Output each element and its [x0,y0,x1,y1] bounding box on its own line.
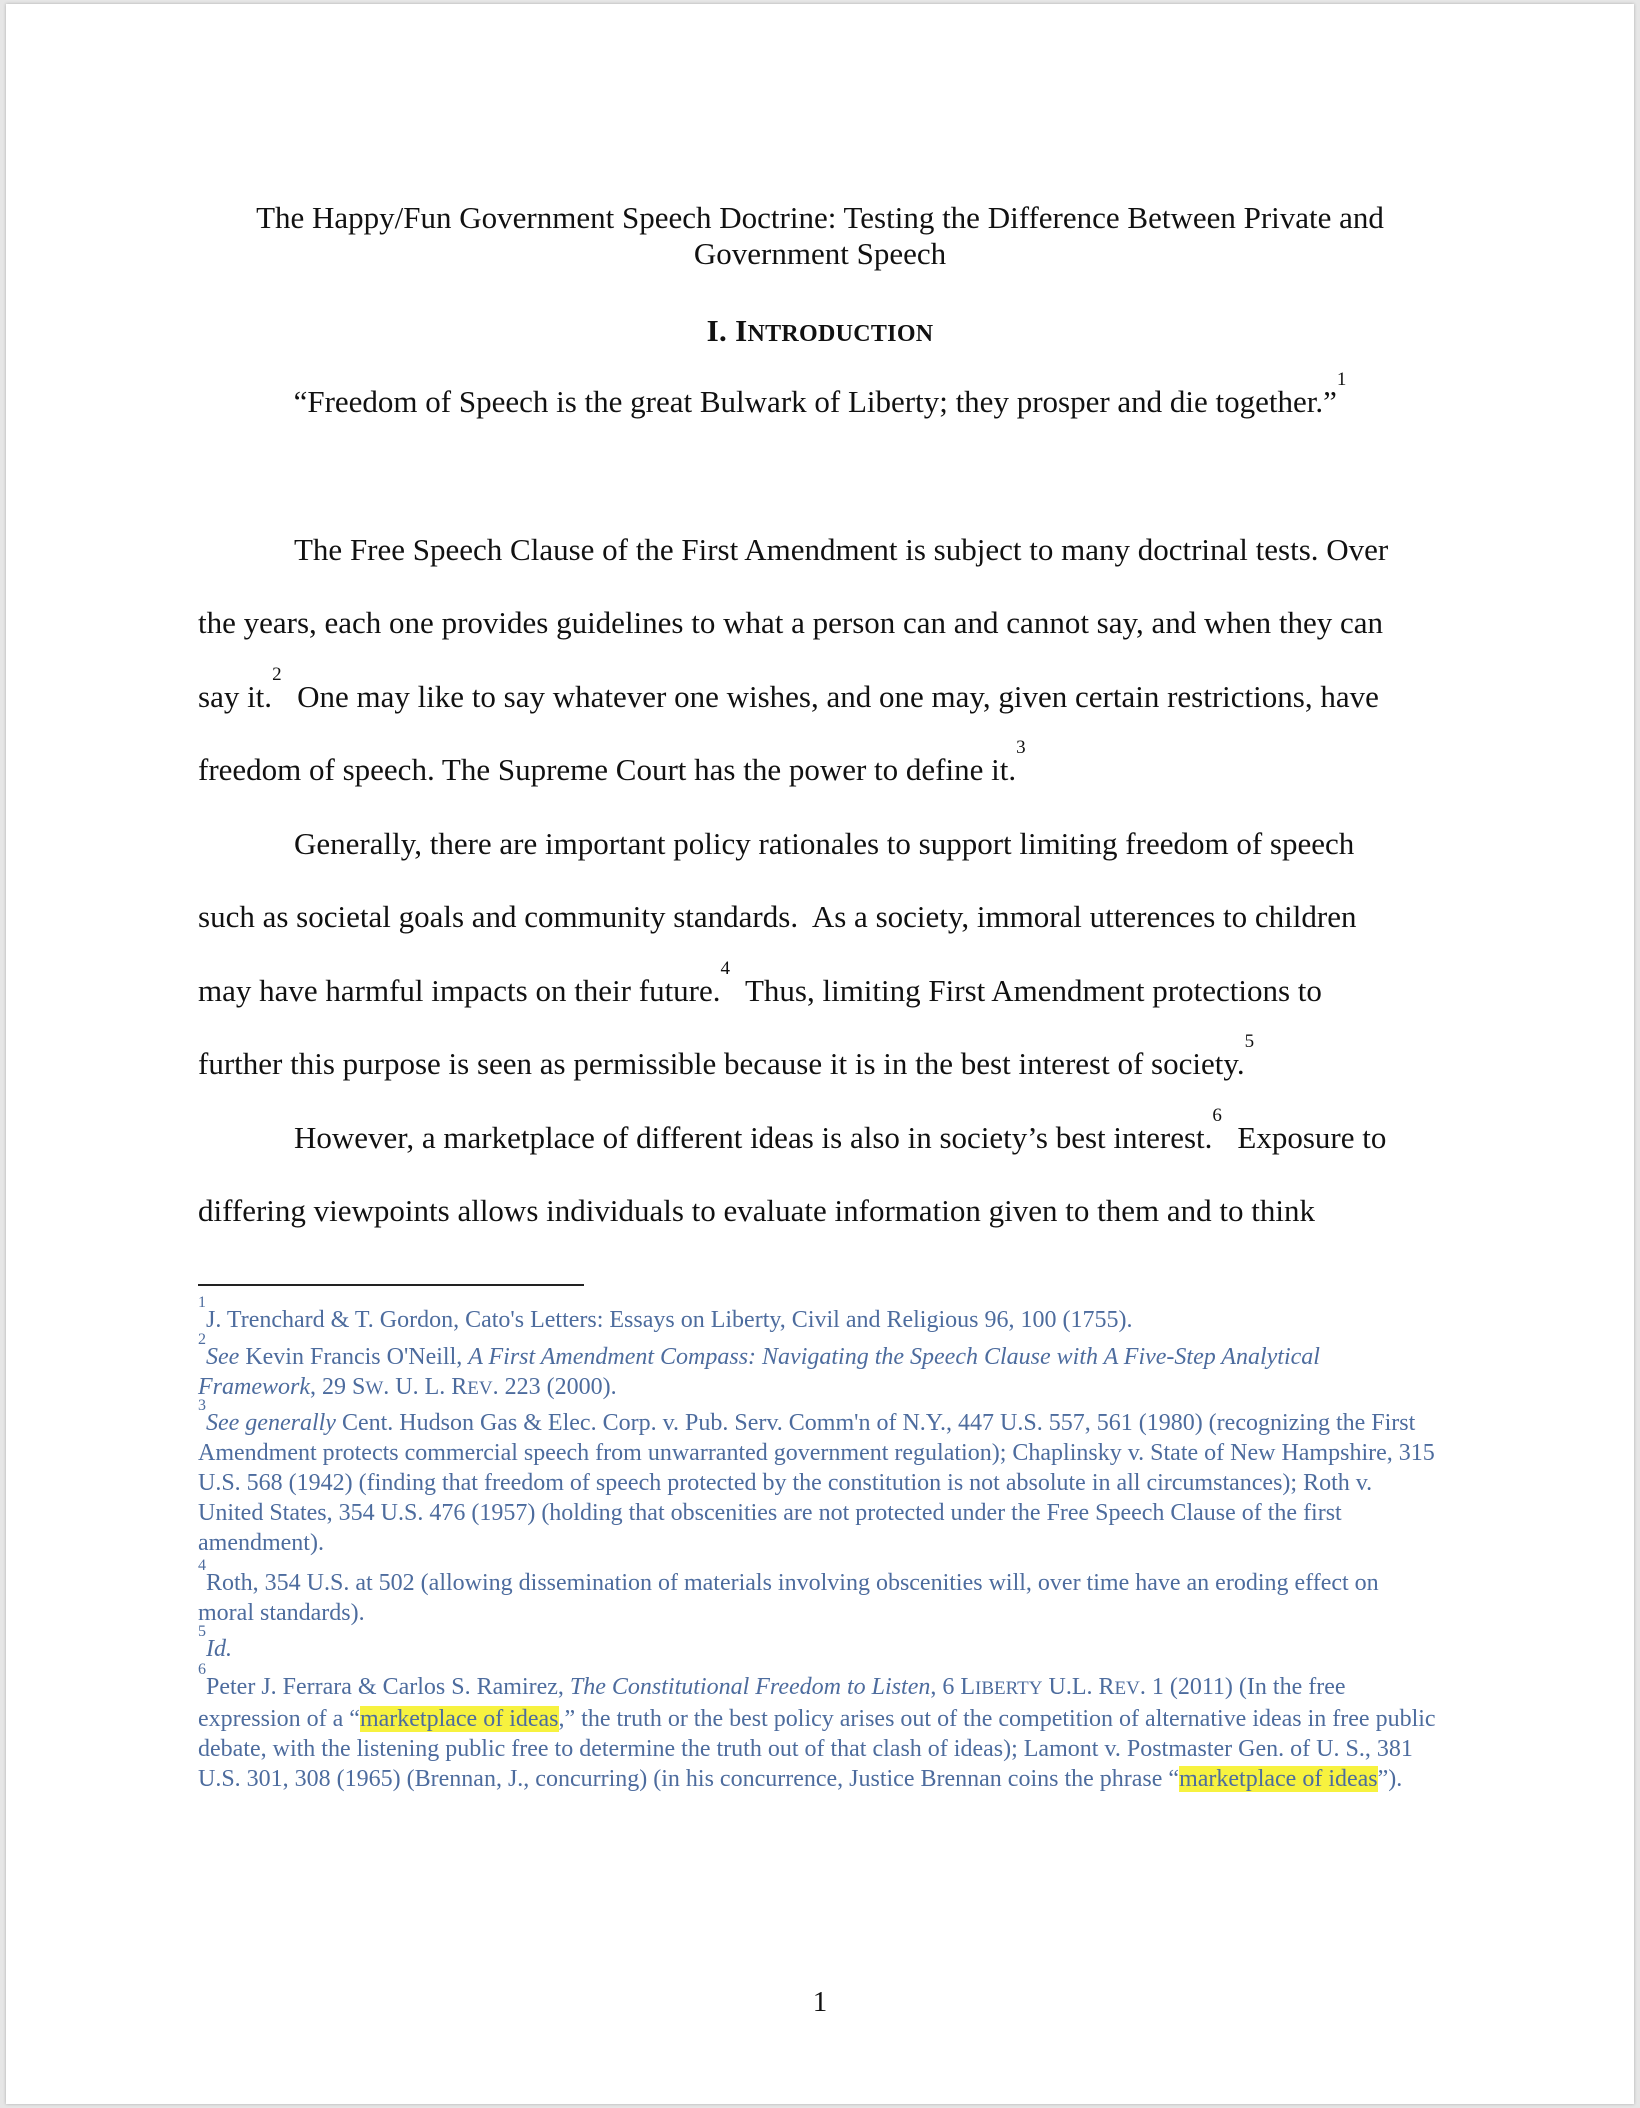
body-line-text: Exposure to [1221,1120,1387,1155]
footnote-signal: See [206,1344,240,1370]
footnote-6 [198,1661,1438,1794]
body-line [198,605,1383,641]
footnote-text: Id. [206,1636,232,1662]
footnote-number: 3 [198,1397,206,1414]
footnote-signal: See generally [206,1410,336,1436]
footnote-ref-2[interactable]: 2 [272,664,282,685]
body-line [294,532,1388,568]
footnote-ref-4[interactable]: 4 [720,958,731,979]
section-numeral: I. [706,313,727,348]
body-line-text: further this purpose is seen as permissible because it is in the best interest of society. [198,1046,1245,1081]
body-line-text: may have harmful impacts on their future. [198,973,721,1008]
document-page [6,4,1634,2104]
body-line [294,1105,1387,1156]
body-line [198,958,1322,1009]
footnote-text: U.L. R [1042,1674,1115,1700]
footnote-number: 2 [198,1331,206,1348]
body-line-text: Thus, limiting First Amendment protections to [730,973,1322,1008]
footnote-text: . 1 (2011) (In the free expression of a “ [198,1674,1346,1732]
footnote-text: J. Trenchard & T. Gordon, Cato's Letters: Essays on Liberty, Civil and Religious 96, 100 (1755). [206,1307,1133,1333]
footnote-article-title: A First Amendment Compass: Navigating the Speech Clause with A Five-Step Analytical Framework [198,1344,1320,1400]
footnote-small-caps: EV [467,1378,493,1399]
body-line [198,1193,1315,1229]
body-line [198,664,1379,715]
body-line-text: The Free Speech Clause of the First Amendment is subject to many doctrinal tests. Over [294,532,1389,567]
footnote-ref-5[interactable]: 5 [1244,1031,1255,1052]
footnote-text: , 6 L [930,1674,976,1700]
footnote-text: Kevin Francis O'Neill, [239,1344,469,1370]
page-number: 1 [812,1986,828,2018]
section-rest: NTRODUCTION [747,321,934,347]
footnote-small-caps: W [365,1378,384,1399]
document-title [6,200,1634,272]
footnote-text: , 29 S [309,1374,366,1400]
body-line-text: say it. [198,679,273,714]
epigraph-text: “Freedom of Speech is the great Bulwark of Liberty; they prosper and die together.” [293,384,1337,419]
body-line [198,737,1026,788]
title-line-2: Government Speech [693,236,947,271]
footnote-text: . U. L. R [383,1374,468,1400]
footnote-text: Cent. Hudson Gas & Elec. Corp. v. Pub. Serv. Comm'n of N.Y., 447 U.S. 557, 561 (1980) (recognizing the First Amendment protects commercial speech from unwarranted government regulation); Chaplinsky v. State of New Hampshire, 315 U.S. 568 (1942) (finding that freedom of speech protected by the constitution is not absolute in all circumstances); Roth v. United States, 354 U.S. 476 (1957) (holding that obscenities are not protected under the Free Speech Clause of the first amendment). [198,1410,1435,1556]
footnote-separator [198,1284,584,1286]
body-line-text: the years, each one provides guidelines to what a person can and cannot say, and when they can [198,605,1384,640]
body-line [198,899,1356,935]
body-line [294,826,1354,862]
footnote-ref-1[interactable]: 1 [1336,369,1347,390]
section-first-letter: I [735,313,748,348]
title-line-1: The Happy/Fun Government Speech Doctrine: Testing the Difference Between Private and [256,200,1384,235]
footnote-number: 5 [198,1623,206,1640]
highlighted-phrase: marketplace of ideas [1179,1766,1378,1792]
body-line-text: freedom of speech. The Supreme Court has the power to define it. [198,752,1017,787]
footnote-number: 6 [198,1661,206,1678]
footnote-2 [198,1331,1438,1404]
body-line-text: such as societal goals and community standards. As a society, immoral utterences to children [198,899,1357,934]
footnote-text: ”). [1377,1766,1403,1792]
footnote-1 [198,1294,1438,1335]
body-line [198,1031,1255,1082]
body-line-text: One may like to say whatever one wishes, and one may, given certain restrictions, have [281,679,1379,714]
footnote-ref-3[interactable]: 3 [1016,737,1026,758]
footnote-small-caps: EV [1114,1678,1140,1699]
body-line-text: differing viewpoints allows individuals to evaluate information given to them and to think [198,1193,1315,1228]
epigraph [6,369,1634,420]
footnote-ref-6[interactable]: 6 [1212,1105,1222,1126]
section-heading [6,313,1634,352]
footnote-4 [198,1557,1438,1628]
footnote-text: ,” the truth or the best policy arises out of the competition of alternative ideas in free public debate, with the listening public free to determine the truth out of that clash of ideas); Lamont v. Postmaster Gen. of U. S., 381 U.S. 301, 308 (1965) (Brennan, J., concurring) (in his concurrence, Justice Brennan coins the phrase “ [198,1706,1436,1792]
body-line-text: However, a marketplace of different ideas is also in society’s best interest. [294,1120,1213,1155]
footnote-small-caps: IBERTY [975,1678,1043,1699]
footnote-number: 1 [198,1294,206,1311]
footnote-3 [198,1397,1438,1558]
footnote-5 [198,1623,1438,1664]
footnote-text: Roth, 354 U.S. at 502 (allowing dissemination of materials involving obscenities will, over time have an eroding effect on moral standards). [198,1570,1379,1626]
footnote-article-title: The Constitutional Freedom to Listen [569,1674,931,1700]
highlighted-phrase: marketplace of ideas [359,1706,559,1732]
footnote-text: Peter J. Ferrara & Carlos S. Ramirez, [206,1674,570,1700]
footnote-text: . 223 (2000). [492,1374,617,1400]
body-line-text: Generally, there are important policy rationales to support limiting freedom of speech [294,826,1355,861]
footnote-number: 4 [198,1557,206,1574]
